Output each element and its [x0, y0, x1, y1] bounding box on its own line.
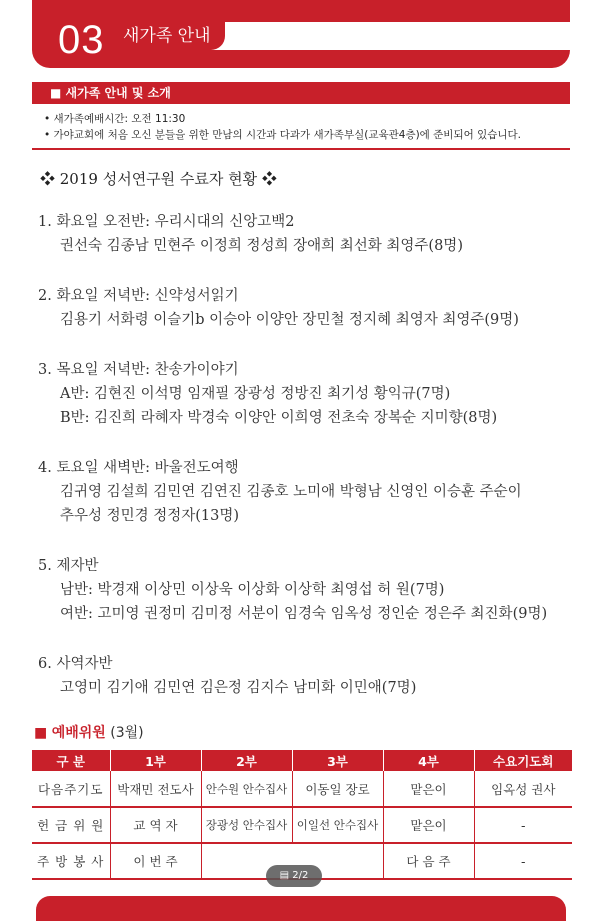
- next-week-cell: -: [474, 843, 572, 879]
- next-week-label: 다 음 주: [383, 843, 474, 879]
- notes: [44, 111, 521, 143]
- row-label: 헌 금 위 원: [32, 807, 110, 843]
- this-week-label: 이 번 주: [110, 843, 201, 879]
- column-header: 1부: [110, 750, 201, 771]
- note-line: • 새가족예배시간: 오전 11:30: [44, 113, 186, 125]
- page-icon: ▤: [279, 870, 293, 881]
- item-title: 1. 화요일 오전반: 우리시대의 신앙고백2: [38, 214, 295, 230]
- column-header: 구 분: [32, 750, 110, 771]
- column-header: 2부: [201, 750, 292, 771]
- list-item: [38, 358, 578, 430]
- list-item: [38, 284, 578, 332]
- row-label: 주 방 봉 사: [32, 843, 110, 879]
- table-cell: 맡은이: [383, 807, 474, 843]
- table-row: [32, 771, 572, 807]
- item-line: 김용기 서화령 이슬기b 이승아 이양안 장민철 정지혜 최영자 최영주(9명): [60, 312, 519, 328]
- item-line: A반: 김현진 이석명 임재필 장광성 정방진 최기성 황익규(7명): [60, 386, 451, 402]
- table-row: [32, 807, 572, 843]
- table-cell: 임옥성 권사: [474, 771, 572, 807]
- item-line: 김귀영 김설희 김민연 김연진 김종호 노미애 박형남 신영인 이승훈 주순이: [60, 484, 522, 500]
- graduate-list: [38, 210, 578, 726]
- table-cell: 박재민 전도사: [110, 771, 201, 807]
- table-cell: 이동일 장로: [292, 771, 383, 807]
- note-line: • 가야교회에 처음 오신 분들을 위한 만남의 시간과 다과가 새가족부실(교육관4층)에 준비되어 있습니다.: [44, 129, 521, 141]
- item-line: 추우성 정민경 정정자(13명): [60, 508, 240, 524]
- worship-title: 예배위원: [51, 725, 106, 741]
- section-number: 03: [58, 18, 105, 62]
- list-item: [38, 456, 578, 528]
- item-line: 남반: 박경재 이상민 이상욱 이상화 이상학 최영섭 허 원(7명): [60, 582, 445, 598]
- table-header-row: [32, 750, 572, 771]
- page-title: 새가족 안내: [117, 22, 225, 50]
- table-cell: 장광성 안수집사: [201, 807, 292, 843]
- worship-month: (3월): [110, 725, 144, 741]
- divider: [32, 148, 570, 150]
- item-title: 6. 사역자반: [38, 656, 113, 672]
- item-title: 5. 제자반: [38, 558, 99, 574]
- row-label: 다음주기도: [32, 771, 110, 807]
- column-header: 4부: [383, 750, 474, 771]
- table-cell: 맡은이: [383, 771, 474, 807]
- table-cell: 교 역 자: [110, 807, 201, 843]
- item-line: 고영미 김기애 김민연 김은정 김지수 남미화 이민애(7명): [60, 680, 417, 696]
- item-line: B반: 김진희 라혜자 박경숙 이양안 이희영 전초숙 장복순 지미향(8명): [60, 410, 498, 426]
- item-title: 3. 목요일 저녁반: 찬송가이야기: [38, 362, 239, 378]
- item-line: 여반: 고미영 권정미 김미정 서분이 임경숙 임옥성 정인순 정은주 최진화(9명): [60, 606, 548, 622]
- table-cell: 안수원 안수집사: [201, 771, 292, 807]
- square-icon: ■: [34, 725, 48, 741]
- column-header: 수요기도회: [474, 750, 572, 771]
- item-title: 2. 화요일 저녁반: 신약성서읽기: [38, 288, 239, 304]
- item-title: 4. 토요일 새벽반: 바울전도여행: [38, 460, 239, 476]
- section-title: ❖ 2019 성서연구원 수료자 현황 ❖: [40, 170, 277, 188]
- table-cell: 이일선 안수집사: [292, 807, 383, 843]
- item-line: 권선숙 김종남 민현주 이정희 정성희 장애희 최선화 최영주(8명): [60, 238, 463, 254]
- column-header: 3부: [292, 750, 383, 771]
- footer-band: [36, 896, 566, 921]
- table-cell: -: [474, 807, 572, 843]
- page-count: 2/2: [292, 870, 309, 881]
- worship-header: [34, 722, 144, 742]
- list-item: [38, 554, 578, 626]
- subheader: ■ 새가족 안내 및 소개: [32, 82, 570, 104]
- list-item: [38, 210, 578, 258]
- worship-table: [32, 750, 572, 880]
- list-item: [38, 652, 578, 700]
- page-indicator[interactable]: [266, 865, 322, 887]
